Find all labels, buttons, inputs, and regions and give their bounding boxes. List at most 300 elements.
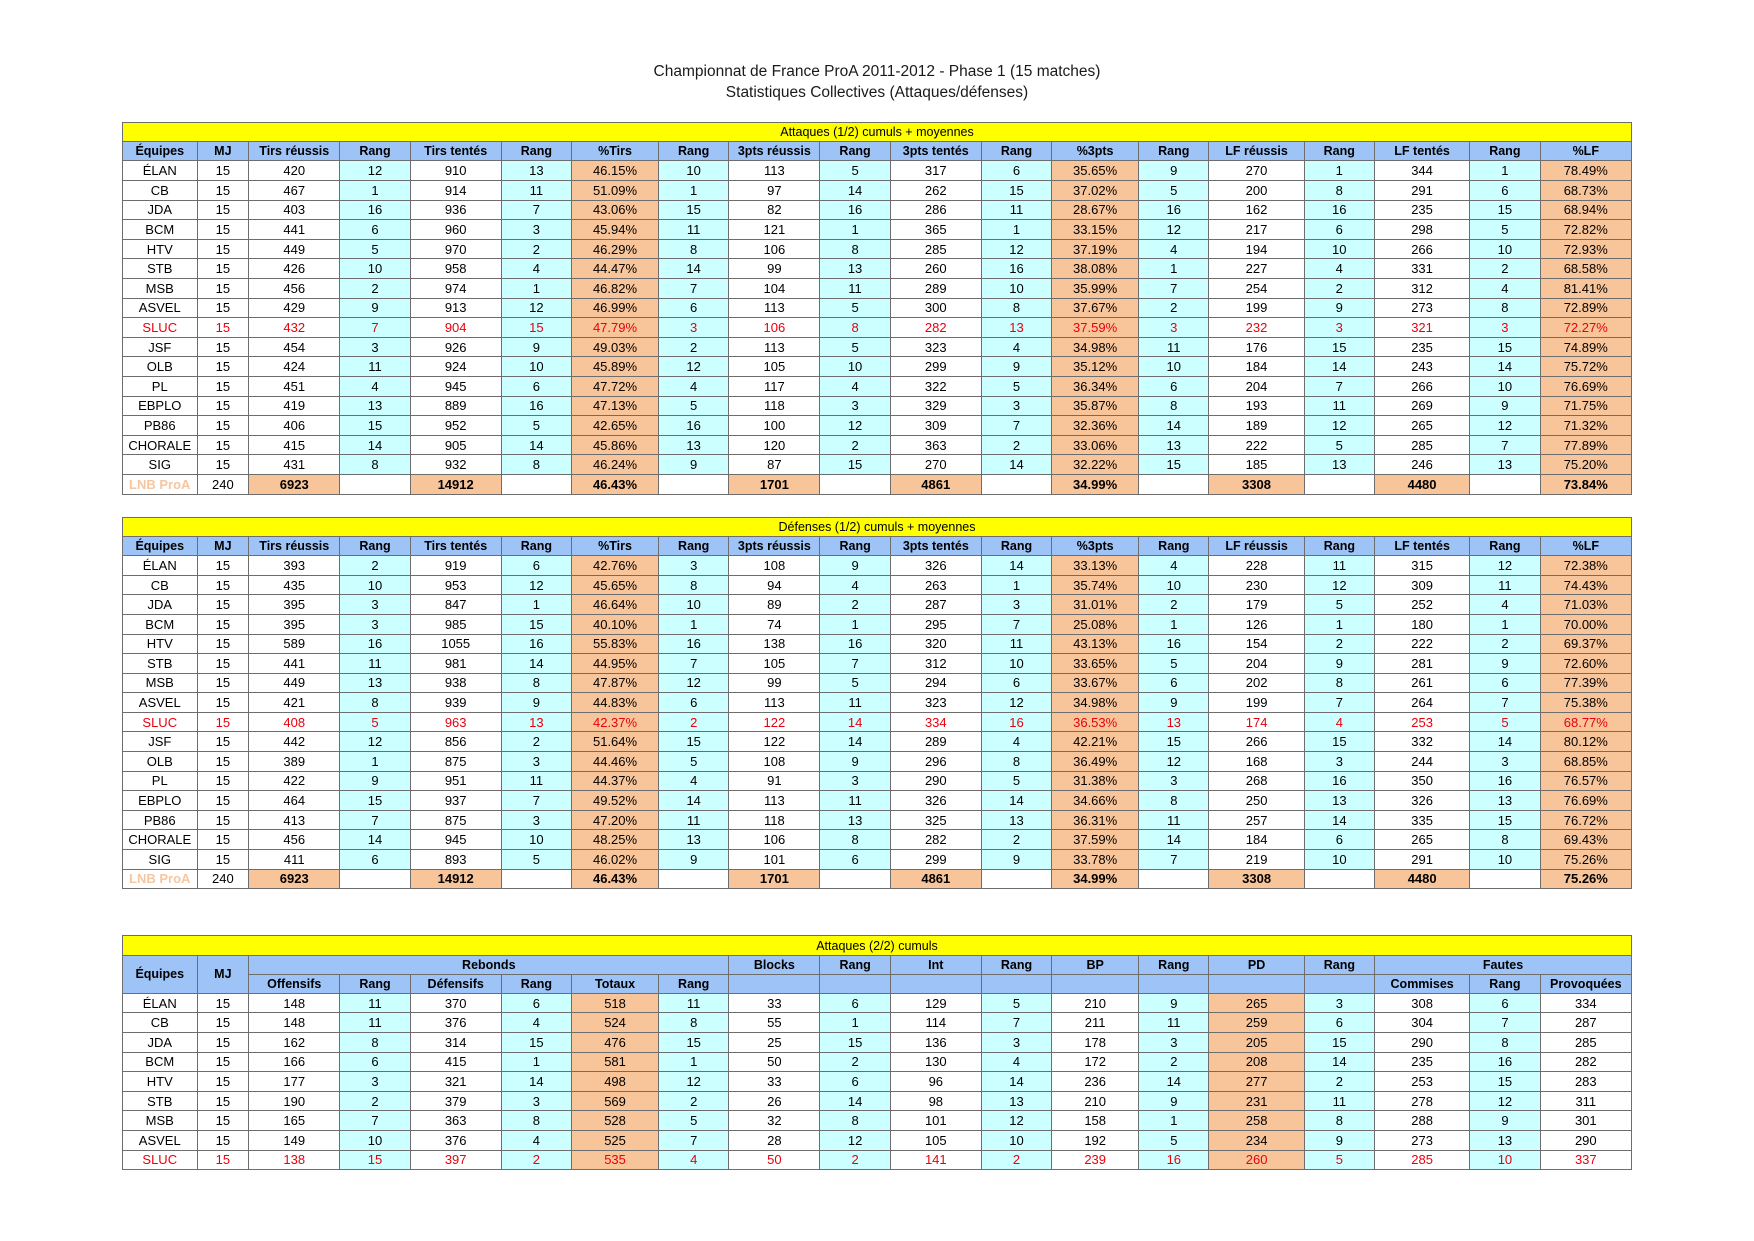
stat-cell: 15 xyxy=(197,239,249,259)
stat-cell: 75.20% xyxy=(1540,455,1631,475)
stat-cell: 268 xyxy=(1209,771,1304,791)
stat-cell: 9 xyxy=(340,771,410,791)
stat-cell: 287 xyxy=(890,595,981,615)
stat-cell: 442 xyxy=(249,732,340,752)
stat-cell: 10 xyxy=(340,575,410,595)
stat-cell: 15 xyxy=(197,614,249,634)
stat-cell: 14 xyxy=(1139,830,1209,850)
stat-cell: 8 xyxy=(340,455,410,475)
col-header-rang-8: Rang xyxy=(1470,142,1540,161)
stat-cell: 6 xyxy=(340,1052,410,1072)
stat-cell: 108 xyxy=(729,752,820,772)
stat-cell: 49.52% xyxy=(572,791,659,811)
totals-mj: 240 xyxy=(197,869,249,889)
stat-cell: 265 xyxy=(1209,993,1304,1013)
stat-cell: 15 xyxy=(340,1150,410,1170)
col-header-rang-2: Rang xyxy=(501,142,571,161)
stat-cell: 28.67% xyxy=(1052,200,1139,220)
col-header-commises: Commises xyxy=(1375,974,1470,993)
stat-cell: 74 xyxy=(729,614,820,634)
stat-cell: 4 xyxy=(340,376,410,396)
stat-cell: 8 xyxy=(820,239,890,259)
stat-cell: 204 xyxy=(1209,654,1304,674)
stat-cell: 6 xyxy=(981,673,1051,693)
stat-cell: 15 xyxy=(197,673,249,693)
stat-cell: 525 xyxy=(572,1130,659,1150)
stat-cell: 12 xyxy=(340,732,410,752)
stat-cell: 9 xyxy=(1139,161,1209,181)
stat-cell: 4 xyxy=(981,732,1051,752)
stat-cell: 101 xyxy=(890,1111,981,1131)
stat-cell: 9 xyxy=(501,693,571,713)
stat-cell: 15 xyxy=(197,1091,249,1111)
stat-cell: 3 xyxy=(1304,752,1374,772)
stat-cell: 50 xyxy=(729,1150,820,1170)
stat-cell: 10 xyxy=(659,595,729,615)
sub-blank-3 xyxy=(890,974,981,993)
stat-cell: 3 xyxy=(340,614,410,634)
stat-cell: 2 xyxy=(981,830,1051,850)
col-header-mj: MJ xyxy=(197,537,249,556)
stat-cell: 47.13% xyxy=(572,396,659,416)
stat-cell: 14 xyxy=(981,455,1051,475)
stat-cell: 15 xyxy=(659,732,729,752)
stat-cell: 335 xyxy=(1375,810,1470,830)
stat-cell: 13 xyxy=(981,318,1051,338)
stat-cell: 6 xyxy=(501,556,571,576)
stat-cell: 6 xyxy=(658,298,728,318)
attaques-2-body xyxy=(123,936,1632,1170)
totals-cell: 46.43% xyxy=(572,869,659,889)
stat-cell: 104 xyxy=(729,279,820,299)
col-header-equipes: Équipes xyxy=(123,142,198,161)
stat-cell: 269 xyxy=(1374,396,1469,416)
stat-cell: 14 xyxy=(501,435,571,455)
stat-cell: 449 xyxy=(249,673,340,693)
stat-cell: 376 xyxy=(410,1013,501,1033)
stat-cell: 406 xyxy=(249,416,340,436)
stat-cell: 945 xyxy=(410,376,501,396)
stat-cell: 15 xyxy=(197,634,249,654)
stat-cell: 71.32% xyxy=(1540,416,1631,436)
stat-cell: 14 xyxy=(1470,357,1540,377)
stat-cell: 282 xyxy=(1540,1052,1631,1072)
stat-cell: 122 xyxy=(729,732,820,752)
stat-cell: 99 xyxy=(729,259,820,279)
stat-cell: 2 xyxy=(1470,634,1540,654)
stat-cell: 47.87% xyxy=(572,673,659,693)
stat-cell: 288 xyxy=(1375,1111,1470,1131)
stat-cell: 15 xyxy=(197,337,249,357)
stat-cell: 14 xyxy=(820,1091,890,1111)
sub-blank-8 xyxy=(1304,974,1374,993)
team-name-cell: CHORALE xyxy=(123,435,198,455)
stat-cell: 285 xyxy=(890,239,981,259)
stat-cell: 282 xyxy=(890,830,981,850)
stat-cell: 4 xyxy=(820,376,890,396)
stat-cell: 15 xyxy=(658,200,728,220)
stat-cell: 7 xyxy=(981,1013,1051,1033)
stat-cell: 4 xyxy=(658,376,728,396)
stat-cell: 72.27% xyxy=(1540,318,1631,338)
stat-cell: 4 xyxy=(981,337,1051,357)
col-header-int: Int xyxy=(890,955,981,974)
stat-cell: 914 xyxy=(410,181,501,201)
stat-cell: 12 xyxy=(659,1072,729,1092)
col-header-lf-tentes: LF tentés xyxy=(1375,537,1470,556)
stat-cell: 13 xyxy=(340,396,410,416)
stat-cell: 344 xyxy=(1374,161,1469,181)
stat-cell: 2 xyxy=(820,1052,890,1072)
table-row xyxy=(123,595,1632,615)
totals-blank xyxy=(1304,869,1374,889)
stat-cell: 15 xyxy=(197,416,249,436)
stat-cell: 184 xyxy=(1209,357,1304,377)
stat-cell: 96 xyxy=(890,1072,981,1092)
stat-cell: 309 xyxy=(890,416,981,436)
stat-cell: 6 xyxy=(1304,830,1374,850)
stat-cell: 14 xyxy=(1304,810,1374,830)
stat-cell: 363 xyxy=(890,435,981,455)
stat-cell: 42.37% xyxy=(572,712,659,732)
stat-cell: 9 xyxy=(658,455,728,475)
stat-cell: 974 xyxy=(410,279,501,299)
header-row xyxy=(123,537,1632,556)
stat-cell: 287 xyxy=(1540,1013,1631,1033)
stat-cell: 2 xyxy=(658,337,728,357)
stat-cell: 105 xyxy=(729,654,820,674)
stat-cell: 323 xyxy=(890,693,981,713)
table-row xyxy=(123,634,1632,654)
stat-cell: 7 xyxy=(981,614,1051,634)
stat-cell: 239 xyxy=(1052,1150,1139,1170)
stat-cell: 263 xyxy=(890,575,981,595)
sub-blank-4 xyxy=(981,974,1051,993)
stat-cell: 312 xyxy=(1374,279,1469,299)
stat-cell: 8 xyxy=(1470,830,1540,850)
totals-blank xyxy=(981,474,1051,494)
stat-cell: 11 xyxy=(1470,575,1540,595)
stat-cell: 48.25% xyxy=(572,830,659,850)
stat-cell: 15 xyxy=(1139,455,1209,475)
col-header-pct-lf: %LF xyxy=(1540,537,1631,556)
table-row xyxy=(123,1052,1632,1072)
col-header-pct-3pts: %3pts xyxy=(1052,537,1139,556)
stat-cell: 285 xyxy=(1375,1150,1470,1170)
stat-cell: 9 xyxy=(659,850,729,870)
stat-cell: 46.99% xyxy=(572,298,659,318)
stat-cell: 397 xyxy=(410,1150,501,1170)
stat-cell: 10 xyxy=(1139,357,1209,377)
stat-cell: 33.65% xyxy=(1052,654,1139,674)
stat-cell: 11 xyxy=(501,181,571,201)
stat-cell: 15 xyxy=(197,1072,249,1092)
stat-cell: 8 xyxy=(820,318,890,338)
stat-cell: 535 xyxy=(572,1150,659,1170)
stat-cell: 15 xyxy=(1470,337,1540,357)
stat-cell: 15 xyxy=(197,318,249,338)
stat-cell: 285 xyxy=(1374,435,1469,455)
stat-cell: 325 xyxy=(890,810,981,830)
stat-cell: 326 xyxy=(890,791,981,811)
stat-cell: 476 xyxy=(572,1033,659,1053)
stat-cell: 71.03% xyxy=(1540,595,1631,615)
stat-cell: 464 xyxy=(249,791,340,811)
stat-cell: 5 xyxy=(1304,435,1374,455)
stat-cell: 985 xyxy=(410,614,501,634)
stat-cell: 3 xyxy=(1304,993,1374,1013)
stat-cell: 244 xyxy=(1375,752,1470,772)
stat-cell: 158 xyxy=(1052,1111,1139,1131)
stat-cell: 69.37% xyxy=(1540,634,1631,654)
table-row xyxy=(123,810,1632,830)
stat-cell: 10 xyxy=(1304,239,1374,259)
stat-cell: 113 xyxy=(729,693,820,713)
stat-cell: 273 xyxy=(1374,298,1469,318)
stat-cell: 290 xyxy=(1375,1033,1470,1053)
stat-cell: 411 xyxy=(249,850,340,870)
stat-cell: 46.64% xyxy=(572,595,659,615)
header-row xyxy=(123,142,1632,161)
stat-cell: 149 xyxy=(249,1130,340,1150)
stat-cell: 581 xyxy=(572,1052,659,1072)
stat-cell: 15 xyxy=(197,279,249,299)
team-name-cell: OLB xyxy=(123,752,198,772)
table-row xyxy=(123,673,1632,693)
col-header-rang-tot: Rang xyxy=(659,974,729,993)
stat-cell: 2 xyxy=(1304,634,1374,654)
stat-cell: 44.83% xyxy=(572,693,659,713)
stat-cell: 26 xyxy=(729,1091,820,1111)
stat-cell: 99 xyxy=(729,673,820,693)
stat-cell: 8 xyxy=(501,673,571,693)
team-name-cell: ÉLAN xyxy=(123,993,198,1013)
stat-cell: 266 xyxy=(1209,732,1304,752)
stat-cell: 4 xyxy=(1470,595,1540,615)
stat-cell: 38.08% xyxy=(1052,259,1139,279)
stat-cell: 1 xyxy=(820,1013,890,1033)
stat-cell: 3 xyxy=(501,220,571,240)
stat-cell: 6 xyxy=(1470,993,1540,1013)
totals-cell: 6923 xyxy=(249,869,340,889)
stat-cell: 180 xyxy=(1375,614,1470,634)
stat-cell: 329 xyxy=(890,396,981,416)
stat-cell: 3 xyxy=(981,1033,1051,1053)
stat-cell: 34.98% xyxy=(1052,337,1139,357)
stat-cell: 16 xyxy=(820,634,890,654)
stat-cell: 260 xyxy=(890,259,981,279)
stat-cell: 282 xyxy=(890,318,981,338)
stat-cell: 5 xyxy=(1470,220,1540,240)
team-name-cell: HTV xyxy=(123,239,198,259)
stat-cell: 5 xyxy=(981,771,1051,791)
totals-mj: 240 xyxy=(197,474,249,494)
stat-cell: 13 xyxy=(659,830,729,850)
totals-blank xyxy=(501,869,571,889)
stat-cell: 12 xyxy=(820,416,890,436)
stat-cell: 232 xyxy=(1209,318,1304,338)
stat-cell: 467 xyxy=(249,181,340,201)
stat-cell: 43.13% xyxy=(1052,634,1139,654)
stat-cell: 50 xyxy=(729,1052,820,1072)
stat-cell: 904 xyxy=(410,318,501,338)
stat-cell: 189 xyxy=(1209,416,1304,436)
stat-cell: 113 xyxy=(729,161,820,181)
stat-cell: 45.65% xyxy=(572,575,659,595)
stat-cell: 15 xyxy=(1470,1072,1540,1092)
stat-cell: 299 xyxy=(890,850,981,870)
stat-cell: 14 xyxy=(981,1072,1051,1092)
stat-cell: 37.02% xyxy=(1052,181,1139,201)
totals-cell: 6923 xyxy=(249,474,340,494)
stat-cell: 250 xyxy=(1209,791,1304,811)
stat-cell: 36.49% xyxy=(1052,752,1139,772)
stat-cell: 12 xyxy=(1139,220,1209,240)
stat-cell: 36.53% xyxy=(1052,712,1139,732)
stat-cell: 15 xyxy=(197,1111,249,1131)
stat-cell: 8 xyxy=(1139,791,1209,811)
stat-cell: 376 xyxy=(410,1130,501,1150)
stat-cell: 2 xyxy=(981,435,1051,455)
stat-cell: 47.79% xyxy=(572,318,659,338)
col-header-rang-5: Rang xyxy=(981,142,1051,161)
stat-cell: 31.01% xyxy=(1052,595,1139,615)
stat-cell: 326 xyxy=(1375,791,1470,811)
team-name-cell: JDA xyxy=(123,1033,198,1053)
stat-cell: 10 xyxy=(981,1130,1051,1150)
stat-cell: 44.47% xyxy=(572,259,659,279)
stat-cell: 37.59% xyxy=(1052,830,1139,850)
stat-cell: 12 xyxy=(501,298,571,318)
stat-cell: 1 xyxy=(1304,614,1374,634)
table-row xyxy=(123,556,1632,576)
stat-cell: 266 xyxy=(1374,239,1469,259)
stat-cell: 15 xyxy=(197,181,249,201)
team-name-cell: HTV xyxy=(123,1072,198,1092)
stat-cell: 11 xyxy=(820,693,890,713)
col-header-provoquees: Provoquées xyxy=(1540,974,1631,993)
stat-cell: 6 xyxy=(1304,220,1374,240)
stat-cell: 14 xyxy=(820,732,890,752)
totals-row xyxy=(123,869,1632,889)
stat-cell: 15 xyxy=(1470,810,1540,830)
totals-row xyxy=(123,474,1632,494)
col-header-bp: BP xyxy=(1052,955,1139,974)
stat-cell: 11 xyxy=(659,993,729,1013)
stat-cell: 4 xyxy=(981,1052,1051,1072)
stat-cell: 893 xyxy=(410,850,501,870)
stat-cell: 11 xyxy=(1304,556,1374,576)
attaques-1-body xyxy=(123,122,1632,494)
stat-cell: 7 xyxy=(820,654,890,674)
stat-cell: 296 xyxy=(890,752,981,772)
stat-cell: 46.82% xyxy=(572,279,659,299)
stat-cell: 243 xyxy=(1374,357,1469,377)
stat-cell: 1 xyxy=(340,181,410,201)
stat-cell: 2 xyxy=(1139,595,1209,615)
stat-cell: 37.19% xyxy=(1052,239,1139,259)
team-name-cell: CB xyxy=(123,181,198,201)
stat-cell: 7 xyxy=(340,810,410,830)
stat-cell: 3 xyxy=(501,752,571,772)
table-row xyxy=(123,771,1632,791)
stat-cell: 441 xyxy=(249,220,340,240)
stat-cell: 5 xyxy=(1470,712,1540,732)
stat-cell: 15 xyxy=(197,376,249,396)
stat-cell: 3 xyxy=(1470,318,1540,338)
stat-cell: 311 xyxy=(1540,1091,1631,1111)
stat-cell: 228 xyxy=(1209,556,1304,576)
team-name-cell: PB86 xyxy=(123,416,198,436)
sub-header-row xyxy=(123,974,1632,993)
stat-cell: 569 xyxy=(572,1091,659,1111)
stat-cell: 11 xyxy=(658,220,728,240)
team-name-cell: ASVEL xyxy=(123,693,198,713)
stat-cell: 5 xyxy=(1304,1150,1374,1170)
col-header-mj: MJ xyxy=(197,955,249,993)
col-header-rang-fautes: Rang xyxy=(1470,974,1540,993)
stat-cell: 44.46% xyxy=(572,752,659,772)
stat-cell: 222 xyxy=(1209,435,1304,455)
stat-cell: 415 xyxy=(249,435,340,455)
col-header-offensifs: Offensifs xyxy=(249,974,340,993)
stat-cell: 7 xyxy=(659,1130,729,1150)
stat-cell: 105 xyxy=(890,1130,981,1150)
col-header-tirs-tentes: Tirs tentés xyxy=(410,537,501,556)
stat-cell: 2 xyxy=(1470,259,1540,279)
col-header-rang-1: Rang xyxy=(340,537,410,556)
col-header-rang-off: Rang xyxy=(340,974,410,993)
stat-cell: 2 xyxy=(820,1150,890,1170)
stat-cell: 14 xyxy=(1304,357,1374,377)
stat-cell: 15 xyxy=(501,614,571,634)
stat-cell: 321 xyxy=(410,1072,501,1092)
stat-cell: 1 xyxy=(820,220,890,240)
stat-cell: 168 xyxy=(1209,752,1304,772)
stat-cell: 219 xyxy=(1209,850,1304,870)
stat-cell: 69.43% xyxy=(1540,830,1631,850)
stat-cell: 11 xyxy=(1304,396,1374,416)
stat-cell: 435 xyxy=(249,575,340,595)
stat-cell: 13 xyxy=(501,712,571,732)
sub-blank-6 xyxy=(1139,974,1209,993)
stat-cell: 174 xyxy=(1209,712,1304,732)
team-name-cell: SLUC xyxy=(123,712,198,732)
stat-cell: 317 xyxy=(890,161,981,181)
stat-cell: 331 xyxy=(1374,259,1469,279)
stat-cell: 3 xyxy=(981,396,1051,416)
col-header-rang-4: Rang xyxy=(820,142,890,161)
stat-cell: 246 xyxy=(1374,455,1469,475)
stat-cell: 16 xyxy=(1139,1150,1209,1170)
group-header-row xyxy=(123,955,1632,974)
stat-cell: 4 xyxy=(820,575,890,595)
stat-cell: 350 xyxy=(1375,771,1470,791)
stat-cell: 122 xyxy=(729,712,820,732)
stat-cell: 8 xyxy=(340,1033,410,1053)
stat-cell: 283 xyxy=(1540,1072,1631,1092)
team-name-cell: SLUC xyxy=(123,318,198,338)
stat-cell: 2 xyxy=(501,1150,571,1170)
stat-cell: 105 xyxy=(729,357,820,377)
stat-cell: 205 xyxy=(1209,1033,1304,1053)
stat-cell: 11 xyxy=(1139,810,1209,830)
stat-cell: 258 xyxy=(1209,1111,1304,1131)
defenses-1-body xyxy=(123,517,1632,889)
stat-cell: 2 xyxy=(1304,1072,1374,1092)
stat-cell: 2 xyxy=(501,732,571,752)
stat-cell: 77.39% xyxy=(1540,673,1631,693)
